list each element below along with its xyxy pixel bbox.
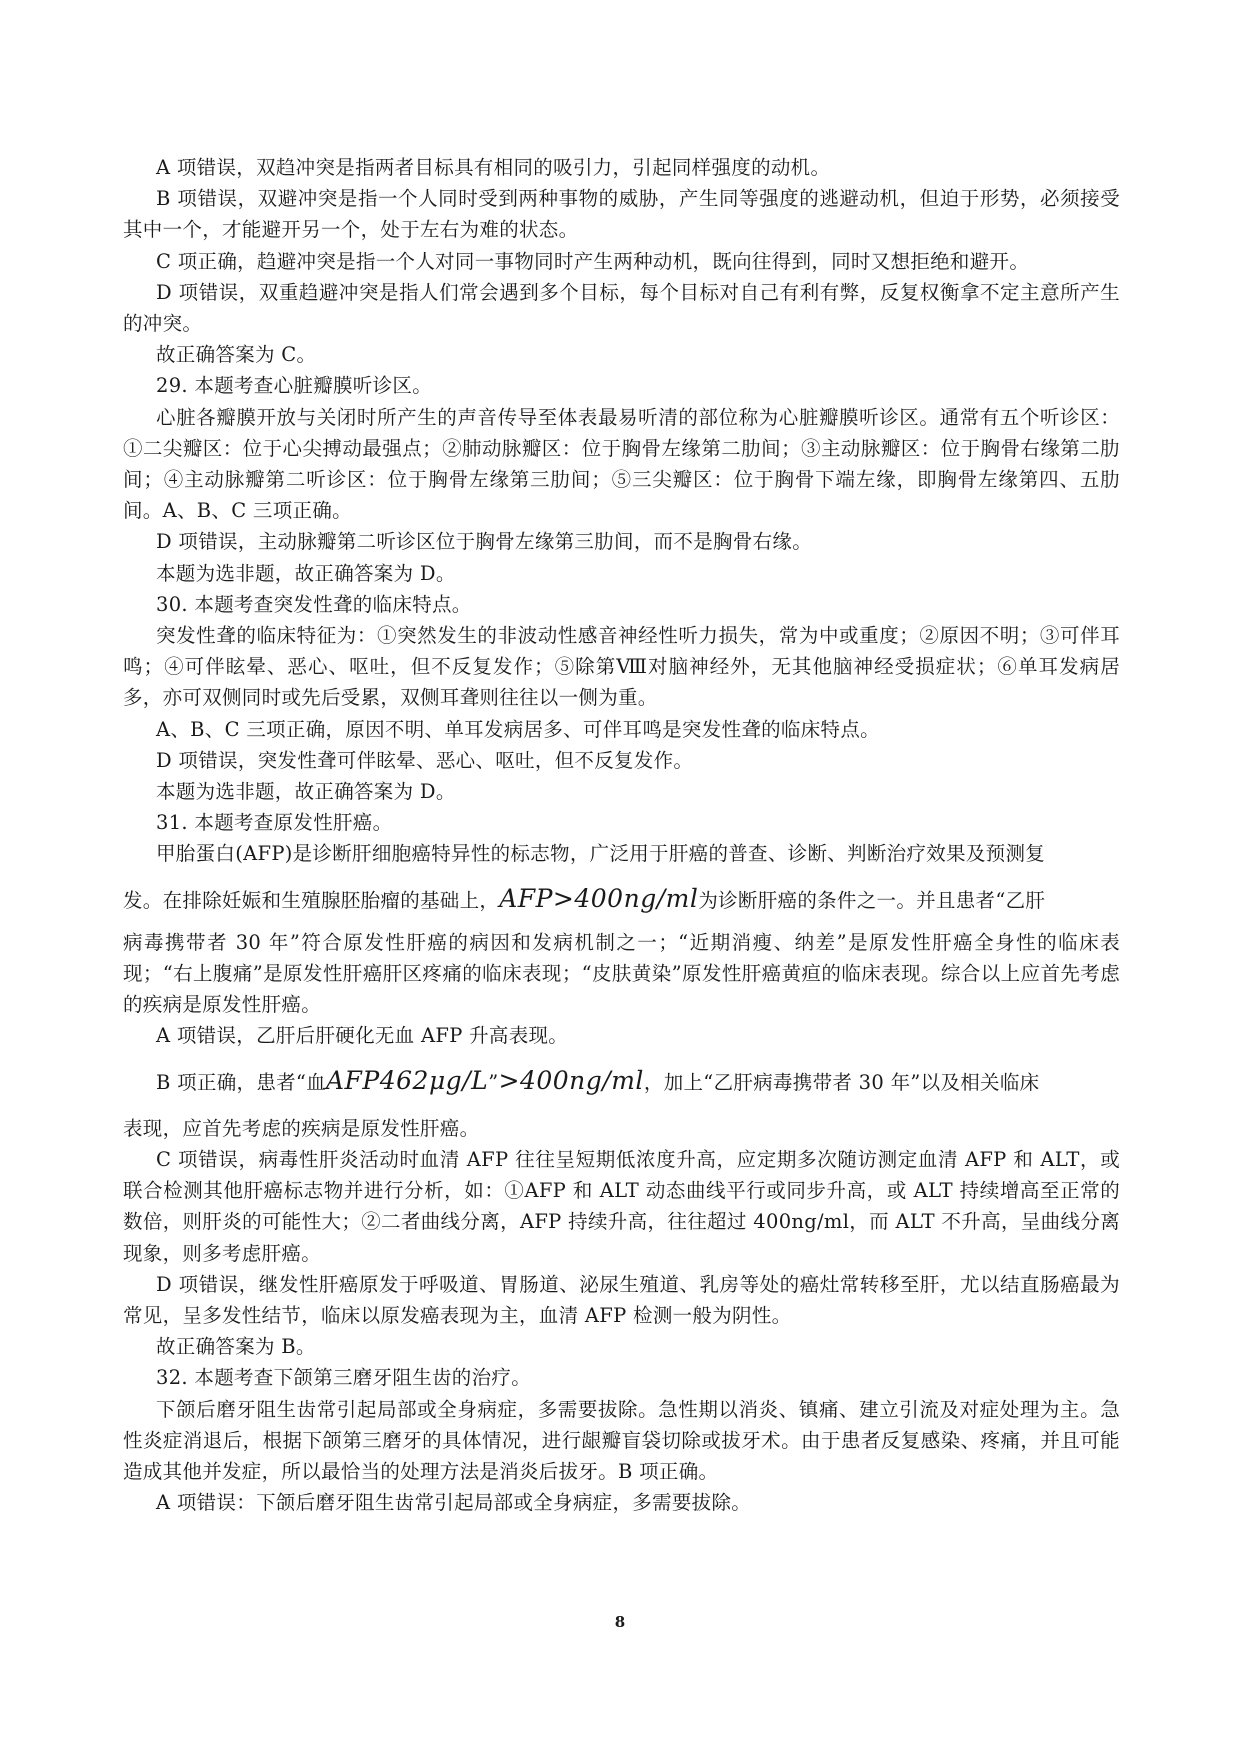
afp-line-2-before: 发。在排除妊娠和生殖腺胚胎瘤的基础上， (123, 888, 500, 912)
paragraph-q31-option-d: D 项错误，继发性肝癌原发于呼吸道、胃肠道、泌尿生殖道、乳房等处的癌灶常转移至肝，尤以结直肠癌最为常见，呈多发性结节，临床以原发癌表现为主，血清 AFP 检测一般为阴性。 (123, 1272, 1120, 1327)
paragraph-q31-option-a: A 项错误，乙肝后肝硬化无血 AFP 升高表现。 (156, 1024, 569, 1048)
paragraph-q31-afp-explanation (123, 838, 1120, 1020)
heading-q29: 29. 本题考查心脏瓣膜听诊区。 (156, 374, 433, 398)
paragraph-q28-option-b: B 项错误，双避冲突是指一个人同时受到两种事物的威胁，产生同等强度的逃避动机，但迫于形势，必须接受其中一个，才能避开另一个，处于左右为难的状态。 (123, 187, 1120, 242)
option-b-before: B 项正确，患者“血 (156, 1071, 326, 1095)
paragraph-q32-explanation: 下颌后磨牙阻生齿常引起局部或全身病症，多需要拔除。急性期以消炎、镇痛、建立引流及对症处理为主。急性炎症消退后，根据下颌第三磨牙的具体情况，进行龈瓣盲袋切除或拔牙术。由于患者反复感染、疼痛，并且可能造成其他并发症，所以最恰当的处理方法是消炎后拔牙。B 项正确。 (123, 1397, 1120, 1483)
heading-q31: 31. 本题考查原发性肝癌。 (156, 811, 393, 835)
afp-line-2-after: 为诊断肝癌的条件之一。并且患者“乙肝 (698, 888, 1046, 912)
paragraph-q29-option-d: D 项错误，主动脉瓣第二听诊区位于胸骨左缘第三肋间，而不是胸骨右缘。 (156, 530, 813, 554)
paragraph-q31-answer: 故正确答案为 B。 (156, 1335, 316, 1359)
option-b-continuation: 表现，应首先考虑的疾病是原发性肝癌。 (123, 1116, 480, 1140)
paragraph-q28-option-a: A 项错误，双趋冲突是指两者目标具有相同的吸引力，引起同样强度的动机。 (156, 156, 831, 179)
page-number: 8 (614, 1613, 626, 1631)
paragraph-q30-answer: 本题为选非题，故正确答案为 D。 (156, 780, 456, 804)
afp-threshold-formula-2: >400ng/ml (498, 1066, 644, 1096)
paragraph-q31-option-b (123, 1065, 1120, 1143)
afp-line-2 (123, 870, 1120, 927)
paragraph-q32-option-a: A 项错误：下颌后磨牙阻生齿常引起局部或全身病症，多需要拔除。 (156, 1491, 752, 1515)
option-b-line-1 (123, 1065, 1120, 1112)
heading-q32: 32. 本题考查下颌第三磨牙阻生齿的治疗。 (156, 1366, 532, 1390)
option-b-quote-close: ” (488, 1071, 499, 1095)
paragraph-q28-option-d: D 项错误，双重趋避冲突是指人们常会遇到多个目标，每个目标对自己有利有弊，反复权衡拿不定主意所产生的冲突。 (123, 280, 1120, 336)
paragraph-q28-answer: 故正确答案为 C。 (156, 343, 317, 367)
paragraph-q30-options-abc: A、B、C 三项正确，原因不明、单耳发病居多、可伴耳鸣是突发性聋的临床特点。 (156, 717, 880, 741)
paragraph-q30-option-d: D 项错误，突发性聋可伴眩晕、恶心、呕吐，但不反复发作。 (156, 748, 694, 772)
heading-q30: 30. 本题考查突发性聋的临床特点。 (156, 592, 472, 616)
document-body (123, 152, 1120, 1518)
paragraph-q30-explanation: 突发性聋的临床特征为：①突然发生的非波动性感音神经性听力损失，常为中或重度；②原因不明；③可伴耳鸣；④可伴眩晕、恶心、呕吐，但不反复发作；⑤除第Ⅷ对脑神经外，无其他脑神经受损症状；⑥单耳发病居多，亦可双侧同时或先后受累，双侧耳聋则往往以一侧为重。 (123, 624, 1120, 710)
afp-value-formula: AFP462μg/L (326, 1066, 489, 1096)
paragraph-q29-answer: 本题为选非题，故正确答案为 D。 (156, 561, 456, 585)
paragraph-q29-explanation: 心脏各瓣膜开放与关闭时所产生的声音传导至体表最易听清的部位称为心脏瓣膜听诊区。通常有五个听诊区：①二尖瓣区：位于心尖搏动最强点；②肺动脉瓣区：位于胸骨左缘第二肋间；③主动脉瓣区：位于胸骨右缘第二肋间；④主动脉瓣第二听诊区：位于胸骨左缘第三肋间；⑤三尖瓣区：位于胸骨下端左缘，即胸骨左缘第四、五肋间。A、B、C 三项正确。 (123, 405, 1120, 523)
afp-threshold-formula: AFP>400ng/ml (499, 883, 699, 913)
option-b-after: ，加上“乙肝病毒携带者 30 年”以及相关临床 (643, 1071, 1040, 1095)
afp-rest: 病毒携带者 30 年”符合原发性肝癌的病因和发病机制之一；“近期消瘦、纳差”是原发性肝癌全身性的临床表现；“右上腹痛”是原发性肝癌肝区疼痛的临床表现；“皮肤黄染”原发性肝癌黄疸的临床表现。综合以上应首先考虑的疾病是原发性肝癌。 (123, 930, 1120, 1017)
afp-line-1: 甲胎蛋白(AFP)是诊断肝细胞癌特异性的标志物，广泛用于肝癌的普查、诊断、判断治疗效果及预测复 (156, 842, 1046, 866)
paragraph-q31-option-c: C 项错误，病毒性肝炎活动时血清 AFP 往往呈短期低浓度升高，应定期多次随访测定血清 AFP 和 ALT，或联合检测其他肝癌标志物并进行分析，如：①AFP 和 ALT 动态曲线平行或同步升高，或 ALT 持续增高至正常的数倍，则肝炎的可能性大；②二者曲线分离，AFP 持续升高，往往超过 400ng/ml，而 ALT 不升高，呈曲线分离现象，则多考虑肝癌。 (123, 1147, 1120, 1265)
paragraph-q28-option-c: C 项正确，趋避冲突是指一个人对同一事物同时产生两种动机，既向往得到，同时又想拒绝和避开。 (156, 249, 1030, 273)
